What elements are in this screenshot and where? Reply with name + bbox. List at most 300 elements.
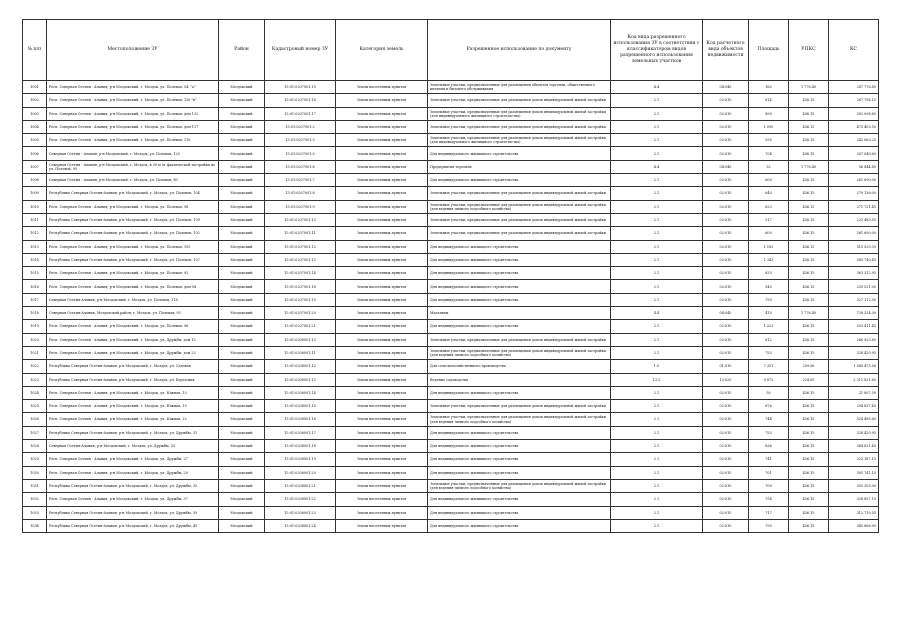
cell-area: 50 xyxy=(749,386,789,399)
cell-area: 1 223 xyxy=(749,320,789,333)
cell-area: 741 xyxy=(749,453,789,466)
cell-use-code: 4.4 xyxy=(611,81,703,94)
cell-permitted-use: Для индивидуального жилищного строительства xyxy=(428,426,611,439)
table-row xyxy=(23,147,879,160)
cell-cadastral-number: 15:01:0207001:18 xyxy=(265,280,336,293)
cell-ks: 305 305.00 xyxy=(829,479,879,492)
cell-cadastral-number: 15:01:0207001:11 xyxy=(265,227,336,240)
cell-area: 704 xyxy=(749,147,789,160)
cell-land-category: Земли населенных пунктов xyxy=(336,320,428,333)
cell-cadastral-number: 15:01:0208001:21 xyxy=(265,479,336,492)
table-row xyxy=(23,519,879,532)
table-row xyxy=(23,346,879,359)
cell-area: 540 xyxy=(749,280,789,293)
cell-area: 614 xyxy=(749,94,789,107)
cell-area: 754 xyxy=(749,493,789,506)
cell-use-code: 2.1 xyxy=(611,453,703,466)
cell-cadastral-number: 15:01:0207001:17 xyxy=(265,107,336,120)
cell-district: Моздокский xyxy=(219,360,265,373)
cell-estimate-code: 02:010 xyxy=(703,479,749,492)
cell-permitted-use: Для индивидуального жилищного строительства xyxy=(428,280,611,293)
cell-cadastral-number: 15:01:0207001:9 xyxy=(265,200,336,213)
cell-area: 676 xyxy=(749,400,789,413)
cadastral-table xyxy=(22,19,879,533)
cell-land-category: Земли населенных пунктов xyxy=(336,227,428,240)
cell-permitted-use: Земельные участки, предназначенные для размещения домов индивидуальной жилой застройки xyxy=(428,400,611,413)
cell-cadastral-number: 15:01:0208001:24 xyxy=(265,519,336,532)
cell-district: Моздокский xyxy=(219,94,265,107)
cell-area: 9 872 xyxy=(749,373,789,386)
cell-permitted-use: Земельные участки, предназначенные для размещения домов индивидуальной жилой застройки (для ведения личного подсобного хозяйства) xyxy=(428,413,611,426)
cell-permitted-use: Земельные участки, предназначенные для размещения домов индивидуальной жилой застройки (для индивидуального жилищного строительства) xyxy=(428,107,611,120)
cell-estimate-code: 02:010 xyxy=(703,200,749,213)
cell-location: Республика Северная Осетия-Алания, р-н Моздокский, г. Моздок, ул. Садовая xyxy=(47,360,219,373)
cell-area: 700 xyxy=(749,479,789,492)
cell-cadastral-number: 15:01:0207001:7 xyxy=(265,174,336,187)
cell-ks: 392 098.85 xyxy=(829,107,879,120)
cell-cadastral-number: 15:01:0208001:13 xyxy=(265,373,336,386)
cell-district: Моздокский xyxy=(219,373,265,386)
header-cadastral-number: Кадастровый номер ЗУ xyxy=(265,20,336,81)
cell-cadastral-number: 15:01:0208001:17 xyxy=(265,426,336,439)
table-row xyxy=(23,320,879,333)
cell-cadastral-number: 15:01:0208001:20 xyxy=(265,466,336,479)
cell-land-category: Земли населенных пунктов xyxy=(336,400,428,413)
cell-district: Моздокский xyxy=(219,506,265,519)
cell-estimate-code: 02:010 xyxy=(703,107,749,120)
cell-estimate-code: 04:040 xyxy=(703,81,749,94)
cell-number: 1018 xyxy=(23,307,47,320)
cell-cadastral-number: 15:01:0208001:19 xyxy=(265,453,336,466)
cell-district: Моздокский xyxy=(219,120,265,133)
cell-area: 517 xyxy=(749,213,789,226)
cell-estimate-code: 04:040 xyxy=(703,307,749,320)
cell-number: 1002 xyxy=(23,94,47,107)
cell-area: 32 xyxy=(749,160,789,173)
cell-estimate-code: 02:010 xyxy=(703,440,749,453)
cell-land-category: Земли населенных пунктов xyxy=(336,333,428,346)
cell-cadastral-number: 15:01:0208001:11 xyxy=(265,346,336,359)
cell-land-category: Земли населенных пунктов xyxy=(336,213,428,226)
cell-ks: 328 857.10 xyxy=(829,493,879,506)
cell-permitted-use: Для индивидуального жилищного строительства xyxy=(428,267,611,280)
cell-use-code: 2.1 xyxy=(611,227,703,240)
cell-permitted-use: Для индивидуального жилищного строительства xyxy=(428,453,611,466)
cell-district: Моздокский xyxy=(219,253,265,266)
cell-land-category: Земли населенных пунктов xyxy=(336,174,428,187)
cell-use-code: 2.1 xyxy=(611,213,703,226)
cell-use-code: 2.1 xyxy=(611,519,703,532)
cell-permitted-use: Для индивидуального жилищного строительства xyxy=(428,174,611,187)
cell-district: Моздокский xyxy=(219,453,265,466)
cell-ks: 2 211 821.60 xyxy=(829,373,879,386)
cell-permitted-use: Земельные участки, предназначенные для размещения объектов торговли, общественного питания и бытового обслуживания xyxy=(428,81,611,94)
cell-ks: 475 403.50 xyxy=(829,120,879,133)
cell-district: Моздокский xyxy=(219,293,265,306)
cell-district: Моздокский xyxy=(219,240,265,253)
cell-use-code: 2.1 xyxy=(611,440,703,453)
cell-use-code: 13.2 xyxy=(611,373,703,386)
cell-location: Респ. Северная Осетия - Алания, р-н Моздокский, г. Моздок, ул. Южная, 22 xyxy=(47,413,219,426)
cell-cadastral-number: 15:01:0208001:23 xyxy=(265,506,336,519)
table-row xyxy=(23,453,879,466)
cell-land-category: Земли населенных пунктов xyxy=(336,120,428,133)
cell-estimate-code: 02:010 xyxy=(703,346,749,359)
cell-district: Моздокский xyxy=(219,187,265,200)
cell-number: 1003 xyxy=(23,107,47,120)
cell-cadastral-number: 15:01:0208001:12 xyxy=(265,360,336,373)
cell-estimate-code: 02:010 xyxy=(703,280,749,293)
cell-land-category: Земли населенных пунктов xyxy=(336,147,428,160)
cell-permitted-use: Земельные участки, предназначенные для размещения домов индивидуальной жилой застройки (для индивидуального жилищного строительства) xyxy=(428,134,611,147)
table-row xyxy=(23,120,879,133)
cell-estimate-code: 02:010 xyxy=(703,386,749,399)
cell-use-code: 2.1 xyxy=(611,267,703,280)
table-row xyxy=(23,227,879,240)
cell-cadastral-number: 15:01:0207001:5 xyxy=(265,147,336,160)
cell-use-code: 2.1 xyxy=(611,147,703,160)
cell-use-code: 2.1 xyxy=(611,187,703,200)
cell-permitted-use: Земельные участки, предназначенные для размещения домов индивидуальной жилой застройки (для ведения личного подсобного хозяйства) xyxy=(428,346,611,359)
cell-district: Моздокский xyxy=(219,493,265,506)
cell-number: 1033 xyxy=(23,506,47,519)
cell-number: 1027 xyxy=(23,426,47,439)
table-row xyxy=(23,466,879,479)
cell-permitted-use: Для индивидуального жилищного строительства xyxy=(428,240,611,253)
cell-number: 1010 xyxy=(23,200,47,213)
cell-upks: 436.15 xyxy=(789,506,829,519)
cell-land-category: Земли населенных пунктов xyxy=(336,267,428,280)
table-row xyxy=(23,333,879,346)
cell-location: Респ. Северная Осетия - Алания, р-н Моздокский, г. Моздок, ул. Полевая, дом 117 xyxy=(47,120,219,133)
cell-ks: 312 719.55 xyxy=(829,506,879,519)
cell-cadastral-number: 15:01:0208001:15 xyxy=(265,400,336,413)
cell-ks: 324 495.60 xyxy=(829,413,879,426)
cell-location: Респ. Северная Осетия - Алания, р-н Моздокский, г. Моздок, ул. Полевая, 98 xyxy=(47,200,219,213)
cell-land-category: Земли населенных пунктов xyxy=(336,413,428,426)
cell-area: 753 xyxy=(749,426,789,439)
cell-number: 1029 xyxy=(23,453,47,466)
cell-estimate-code: 02:010 xyxy=(703,333,749,346)
cell-estimate-code: 04:040 xyxy=(703,160,749,173)
cell-ks: 585 749.45 xyxy=(829,253,879,266)
header-permitted-use: Разрешенное использование по документу xyxy=(428,20,611,81)
cell-upks: 436.15 xyxy=(789,267,829,280)
cell-cadastral-number: 15:01:0207001:2 xyxy=(265,120,336,133)
cell-permitted-use: Земельные участки, предназначенные для размещения домов индивидуальной жилой застройки xyxy=(428,227,611,240)
cell-number: 1012 xyxy=(23,227,47,240)
cell-location: Республика Северная Осетия-Алания, р-н Моздокский, г. Моздок, ул. Березовая xyxy=(47,373,219,386)
cell-permitted-use: Для индивидуального жилищного строительства xyxy=(428,519,611,532)
cell-ks: 287 776.80 xyxy=(829,81,879,94)
header-use-code: Код вида разрешенного использования ЗУ в соответствии с классификатором видов разрешенного использования земельных участков xyxy=(611,20,703,81)
cell-estimate-code: 02:010 xyxy=(703,174,749,187)
cell-permitted-use: Для индивидуального жилищного строительства xyxy=(428,440,611,453)
cell-permitted-use: Для индивидуального жилищного строительства xyxy=(428,506,611,519)
table-row xyxy=(23,94,879,107)
cell-area: 162 xyxy=(749,81,789,94)
cell-land-category: Земли населенных пунктов xyxy=(336,200,428,213)
cell-estimate-code: 02:010 xyxy=(703,147,749,160)
cell-location: Республика Северная Осетия-Алания, р-н Моздокский, г. Моздок, ул. Полевая, 109 xyxy=(47,213,219,226)
cell-cadastral-number: 15:01:0208001:18 xyxy=(265,440,336,453)
cell-permitted-use: Для индивидуального жилищного строительства xyxy=(428,493,611,506)
cell-district: Моздокский xyxy=(219,519,265,532)
cell-number: 1007 xyxy=(23,160,47,173)
cell-estimate-code: 02:010 xyxy=(703,227,749,240)
cell-land-category: Земли населенных пунктов xyxy=(336,493,428,506)
cell-number: 1024 xyxy=(23,386,47,399)
cell-permitted-use: Земельные участки, предназначенные для размещения домов индивидуальной жилой застройки (для ведения личного подсобного хозяйства) xyxy=(428,200,611,213)
cell-use-code: 2.1 xyxy=(611,413,703,426)
cell-permitted-use: Для индивидуального жилищного строительства xyxy=(428,320,611,333)
cell-upks: 436.15 xyxy=(789,174,829,187)
cell-permitted-use: Земельные участки, предназначенные для размещения домов индивидуальной жилой застройки xyxy=(428,333,611,346)
cell-area: 833 xyxy=(749,267,789,280)
cell-number: 1015 xyxy=(23,267,47,280)
cell-district: Моздокский xyxy=(219,320,265,333)
cell-estimate-code: 02:010 xyxy=(703,506,749,519)
header-ks: КС xyxy=(829,20,879,81)
cell-use-code: 2.1 xyxy=(611,174,703,187)
cell-number: 1006 xyxy=(23,147,47,160)
cell-area: 750 xyxy=(749,293,789,306)
cell-district: Моздокский xyxy=(219,413,265,426)
cell-area: 717 xyxy=(749,506,789,519)
cell-number: 1031 xyxy=(23,479,47,492)
cell-estimate-code: 02:010 xyxy=(703,519,749,532)
cell-ks: 328 420.95 xyxy=(829,346,879,359)
cell-upks: 436.15 xyxy=(789,346,829,359)
cell-location: Респ. Северная Осетия - Алания, р-н Моздокский, г. Моздок, ул. Полевая, 96 xyxy=(47,320,219,333)
cell-district: Моздокский xyxy=(219,280,265,293)
cell-area: 600 xyxy=(749,174,789,187)
cell-use-code: 2.1 xyxy=(611,240,703,253)
cell-district: Моздокский xyxy=(219,426,265,439)
cell-permitted-use: Магазины xyxy=(428,307,611,320)
cell-number: 1020 xyxy=(23,333,47,346)
cell-cadastral-number: 15:01:0207001:20 xyxy=(265,307,336,320)
cell-upks: 224.05 xyxy=(789,373,829,386)
cell-upks: 436.15 xyxy=(789,426,829,439)
cell-cadastral-number: 15:01:0207001:13 xyxy=(265,253,336,266)
cell-number: 1026 xyxy=(23,413,47,426)
cell-ks: 266 923.80 xyxy=(829,333,879,346)
cell-estimate-code: 02:010 xyxy=(703,320,749,333)
cell-upks: 436.15 xyxy=(789,200,829,213)
table-row xyxy=(23,134,879,147)
cell-cadastral-number: 15:01:0207001:15 xyxy=(265,81,336,94)
table-row xyxy=(23,81,879,94)
cell-area: 612 xyxy=(749,333,789,346)
header-upks: УПКС xyxy=(789,20,829,81)
cell-upks: 436.15 xyxy=(789,293,829,306)
cell-land-category: Земли населенных пунктов xyxy=(336,426,428,439)
cell-upks: 1 776.40 xyxy=(789,81,829,94)
cell-district: Моздокский xyxy=(219,307,265,320)
cell-land-category: Земли населенных пунктов xyxy=(336,506,428,519)
cell-area: 7 351 xyxy=(749,360,789,373)
cell-estimate-code: 01:010 xyxy=(703,360,749,373)
cell-estimate-code: 02:010 xyxy=(703,213,749,226)
cell-district: Моздокский xyxy=(219,386,265,399)
cell-cadastral-number: 15:01:0207001:21 xyxy=(265,320,336,333)
cell-land-category: Земли населенных пунктов xyxy=(336,253,428,266)
cell-permitted-use: Ведение садоводства xyxy=(428,373,611,386)
cell-permitted-use: Для сельскохозяйственного производства xyxy=(428,360,611,373)
cell-ks: 1 540 475.56 xyxy=(829,360,879,373)
cell-use-code: 2.1 xyxy=(611,120,703,133)
cell-number: 1017 xyxy=(23,293,47,306)
cell-number: 1025 xyxy=(23,400,47,413)
cell-upks: 436.15 xyxy=(789,466,829,479)
cell-district: Моздокский xyxy=(219,333,265,346)
cell-area: 1 343 xyxy=(749,253,789,266)
cell-estimate-code: 02:010 xyxy=(703,240,749,253)
cell-district: Моздокский xyxy=(219,479,265,492)
table-row xyxy=(23,200,879,213)
cell-use-code: 2.1 xyxy=(611,134,703,147)
cell-area: 555 xyxy=(749,134,789,147)
table-row xyxy=(23,293,879,306)
cell-upks: 436.15 xyxy=(789,453,829,466)
cell-use-code: 2.1 xyxy=(611,426,703,439)
cell-area: 744 xyxy=(749,413,789,426)
table-row xyxy=(23,107,879,120)
cell-location: Республика Северная Осетия-Алания, р-н Моздокский, г. Моздок, ул. Дружбы, 35 xyxy=(47,479,219,492)
cell-cadastral-number: 15:01:0207001:6 xyxy=(265,160,336,173)
cell-number: 1032 xyxy=(23,493,47,506)
cell-number: 1008 xyxy=(23,174,47,187)
cell-area: 701 xyxy=(749,466,789,479)
cell-permitted-use: Земельные участки, предназначенные для размещения домов индивидуальной жилой застройки xyxy=(428,187,611,200)
cell-permitted-use: Предприятия торговли xyxy=(428,160,611,173)
header-row xyxy=(23,20,879,81)
cell-ks: 323 187.15 xyxy=(829,453,879,466)
cell-use-code: 4.4 xyxy=(611,307,703,320)
cell-use-code: 1.0 xyxy=(611,360,703,373)
cell-ks: 21 807.50 xyxy=(829,386,879,399)
cell-district: Моздокский xyxy=(219,174,265,187)
cell-area: 1 090 xyxy=(749,120,789,133)
cell-land-category: Земли населенных пунктов xyxy=(336,307,428,320)
cell-ks: 307 049.60 xyxy=(829,147,879,160)
cell-estimate-code: 02:010 xyxy=(703,293,749,306)
cell-cadastral-number: 15:01:0207001:8 xyxy=(265,187,336,200)
cell-area: 836 xyxy=(749,440,789,453)
cell-ks: 533 411.45 xyxy=(829,320,879,333)
cell-district: Моздокский xyxy=(219,160,265,173)
cell-ks: 364 621.40 xyxy=(829,440,879,453)
cell-cadastral-number: 15:01:0208001:10 xyxy=(265,333,336,346)
table-row xyxy=(23,213,879,226)
cell-land-category: Земли населенных пунктов xyxy=(336,466,428,479)
cell-district: Моздокский xyxy=(219,134,265,147)
table-row xyxy=(23,400,879,413)
cell-location: Северная Осетия - Алания, р-н Моздокский, г. Моздок, ул. Полевая, 80 xyxy=(47,174,219,187)
cell-use-code: 2.1 xyxy=(611,506,703,519)
cell-upks: 1 776.40 xyxy=(789,160,829,173)
header-number: № п/п xyxy=(23,20,47,81)
cell-permitted-use: Для индивидуального жилищного строительства xyxy=(428,253,611,266)
header-land-category: Категория земель xyxy=(336,20,428,81)
cell-area: 899 xyxy=(749,107,789,120)
cell-ks: 271 721.45 xyxy=(829,200,879,213)
cell-upks: 209.56 xyxy=(789,360,829,373)
cell-location: Республика Северная Осетия-Алания, р-н Моздокский, г. Моздок, ул. Полевая, 104 xyxy=(47,187,219,200)
table-row xyxy=(23,440,879,453)
cell-ks: 261 690.00 xyxy=(829,227,879,240)
cell-ks: 363 312.95 xyxy=(829,267,879,280)
table-row xyxy=(23,187,879,200)
cell-area: 1 182 xyxy=(749,240,789,253)
cell-use-code: 2.1 xyxy=(611,320,703,333)
cell-ks: 279 136.00 xyxy=(829,187,879,200)
cell-use-code: 2.1 xyxy=(611,493,703,506)
header-district: Район xyxy=(219,20,265,81)
cell-location: Респ. Северная Осетия - Алания, р-н Моздокский, г. Моздок, ул. Южная, 13 xyxy=(47,386,219,399)
cell-location: Северная Осетия-Алания, р-н Моздокский, г. Моздок, ул. Полевая, 118 xyxy=(47,293,219,306)
cell-upks: 436.15 xyxy=(789,333,829,346)
cell-land-category: Земли населенных пунктов xyxy=(336,107,428,120)
cell-location: Республика Северная Осетия-Алания, р-н Моздокский, г. Моздок, ул. Дружбы, 39 xyxy=(47,506,219,519)
cell-district: Моздокский xyxy=(219,213,265,226)
cell-ks: 345 866.95 xyxy=(829,519,879,532)
cell-cadastral-number: 15:01:0207001:12 xyxy=(265,240,336,253)
cell-ks: 56 844.80 xyxy=(829,160,879,173)
cell-number: 1009 xyxy=(23,187,47,200)
cell-upks: 436.15 xyxy=(789,479,829,492)
cell-cadastral-number: 15:01:0208001:14 xyxy=(265,386,336,399)
cell-estimate-code: 02:010 xyxy=(703,466,749,479)
cell-upks: 436.15 xyxy=(789,320,829,333)
cell-estimate-code: 02:010 xyxy=(703,453,749,466)
table-row xyxy=(23,174,879,187)
cell-ks: 225 489.55 xyxy=(829,213,879,226)
cell-permitted-use: Для индивидуального жилищного строительства xyxy=(428,147,611,160)
cell-location: Республика Северная Осетия-Алания, р-н Моздокский, г. Моздок, ул. Дружбы, 31 xyxy=(47,426,219,439)
cell-district: Моздокский xyxy=(219,227,265,240)
cell-number: 1001 xyxy=(23,81,47,94)
cell-upks: 436.15 xyxy=(789,253,829,266)
cell-cadastral-number: 15:01:0207001:10 xyxy=(265,213,336,226)
cell-land-category: Земли населенных пунктов xyxy=(336,440,428,453)
cell-number: 1005 xyxy=(23,134,47,147)
table-row xyxy=(23,253,879,266)
cell-upks: 436.15 xyxy=(789,227,829,240)
cell-location: Респ. Северная Осетия - Алания, р-н Моздокский, г. Моздок, ул. Полевая, 105 xyxy=(47,240,219,253)
cell-land-category: Земли населенных пунктов xyxy=(336,94,428,107)
cell-use-code: 2.1 xyxy=(611,386,703,399)
cell-use-code: 2.1 xyxy=(611,200,703,213)
table-row xyxy=(23,280,879,293)
cell-location: Респ. Северная Осетия - Алания, р-н Моздокский, г. Моздок, ул. Полевая, 92 xyxy=(47,267,219,280)
cell-upks: 436.15 xyxy=(789,400,829,413)
cell-permitted-use: Для индивидуального жилищного строительства xyxy=(428,466,611,479)
cell-upks: 1 776.40 xyxy=(789,307,829,320)
cell-land-category: Земли населенных пунктов xyxy=(336,479,428,492)
table-row xyxy=(23,479,879,492)
cell-location: Респ. Северная Осетия - Алания, р-н Моздокский, г. Моздок, ул. Полевая, дом 132 xyxy=(47,107,219,120)
cell-area: 623 xyxy=(749,200,789,213)
cell-location: Республика Северная Осетия-Алания, р-н Моздокский, г. Моздок, ул. Полевая, 102 xyxy=(47,227,219,240)
cell-upks: 436.15 xyxy=(789,493,829,506)
cell-location: Респ. Северная Осетия - Алания, р-н Моздокский, г. Моздок, ул. Дружбы, 37 xyxy=(47,493,219,506)
cell-permitted-use: Для индивидуального жилищного строительства xyxy=(428,293,611,306)
cell-location: Респ. Северная Осетия - Алания, р-н Моздокский, г. Моздок, ул. Южная, 19 xyxy=(47,400,219,413)
table-row xyxy=(23,413,879,426)
cell-ks: 328 420.95 xyxy=(829,426,879,439)
